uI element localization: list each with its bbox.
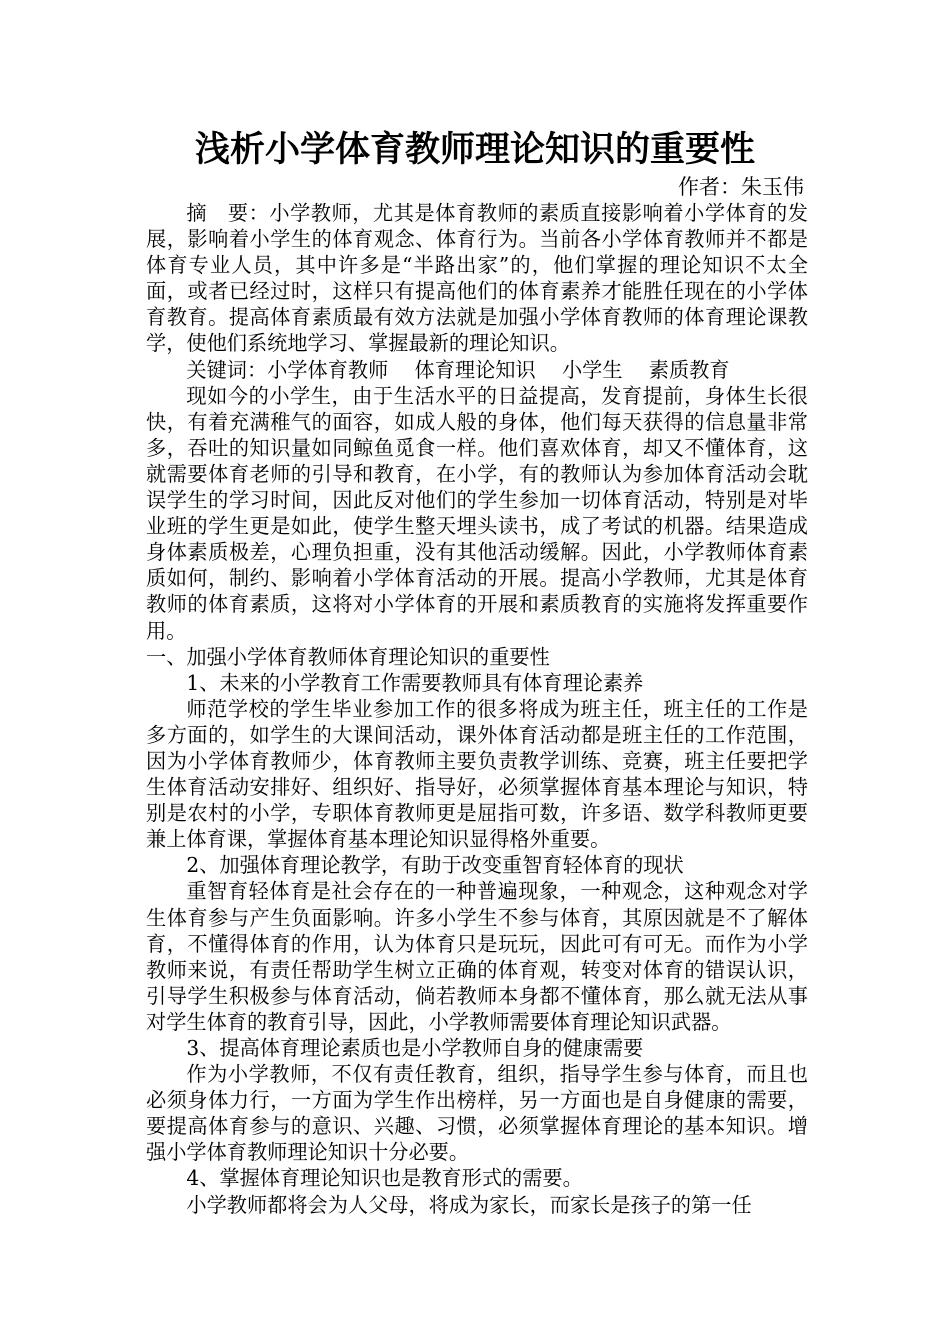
intro-paragraph: 现如今的小学生，由于生活水平的日益提高，发育提前，身体生长很快，有着充满稚气的面容，如成人般的身体，他们每天获得的信息量非常多，吞吐的知识量如同鲸鱼觅食一样。他们喜欢体育，却又不懂体育，这就需要体育老师的引导和教育，在小学，有的教师认为参加体育活动会耽误学生的学习时间，因此反对他们的学生参加一切体育活动，特别是对毕业班的学生更是如此，使学生整天埋头读书，成了考试的机器。结果造成身体素质极差，心理负担重，没有其他活动缓解。因此，小学教师体育素质如何，制约、影响着小学体育活动的开展。提高小学教师，尤其是体育教师的体育素质，这将对小学体育的开展和素质教育的实施将发挥重要作用。 [146, 383, 808, 643]
body-paragraph: 师范学校的学生毕业参加工作的很多将成为班主任，班主任的工作是多方面的，如学生的大课间活动，课外体育活动都是班主任的工作范围，因为小学体育教师少，体育教师主要负责教学训练、竞赛，班主任要把学生体育活动安排好、组织好、指导好，必须掌握体育基本理论与知识，特别是农村的小学，专职体育教师更是屈指可数，许多语、数学科教师更要兼上体育课，掌握体育基本理论知识显得格外重要。 [146, 696, 808, 852]
subsection-heading: 3、提高体育理论素质也是小学教师自身的健康需要 [186, 1036, 644, 1060]
keywords-line [146, 357, 808, 383]
keyword-item: 体育理论知识 [414, 357, 536, 382]
keywords-label: 关键词： [186, 357, 268, 382]
keyword-item: 小学体育教师 [267, 357, 389, 382]
body-paragraph: 小学教师都将会为人父母，将成为家长，而家长是孩子的第一任 [186, 1192, 752, 1217]
document-title: 浅析小学体育教师理论知识的重要性 [194, 130, 755, 170]
body-paragraph: 重智育轻体育是社会存在的一种普遍现象，一种观念，这种观念对学生体育参与产生负面影响。许多小学生不参与体育，其原因就是不了解体育，不懂得体育的作用，认为体育只是玩玩，因此可有可无。而作为小学教师来说，有责任帮助学生树立正确的体育观，转变对体育的错误认识，引导学生积极参与体育活动，倘若教师本身都不懂体育，那么就无法从事对学生体育的教育引导，因此，小学教师需要体育理论知识武器。 [146, 879, 808, 1034]
keyword-item: 素质教育 [648, 357, 730, 382]
abstract-paragraph: 摘 要：小学教师，尤其是体育教师的素质直接影响着小学体育的发展，影响着小学生的体育观念、体育行为。当前各小学体育教师并不都是体育专业人员，其中许多是“半路出家”的，他们掌握的理论知识不太全面，或者已经过时，这样只有提高他们的体育素养才能胜任现在的小学体育教育。提高体育素质最有效方法就是加强小学体育教师的体育理论课教学，使他们系统地学习、掌握最新的理论知识。 [146, 201, 808, 356]
document-body [146, 200, 808, 1218]
subsection-heading: 2、加强体育理论教学，有助于改变重智育轻体育的现状 [186, 853, 684, 878]
section-heading: 一、加强小学体育教师体育理论知识的重要性 [146, 644, 550, 669]
subsection-heading: 4、掌握体育理论知识也是教育形式的需要。 [186, 1166, 583, 1191]
body-paragraph: 作为小学教师，不仅有责任教育，组织，指导学生参与体育，而且也必须身体力行，一方面为学生作出榜样，另一方面也是自身健康的需要，要提高体育参与的意识、兴趣、习惯，必须掌握体育理论的基本知识。增强小学体育教师理论知识十分必要。 [146, 1062, 808, 1165]
subsection-heading: 1、未来的小学教育工作需要教师具有体育理论素养 [186, 670, 644, 695]
author-line: 作者：朱玉伟 [678, 175, 804, 199]
keyword-item: 小学生 [561, 357, 623, 382]
